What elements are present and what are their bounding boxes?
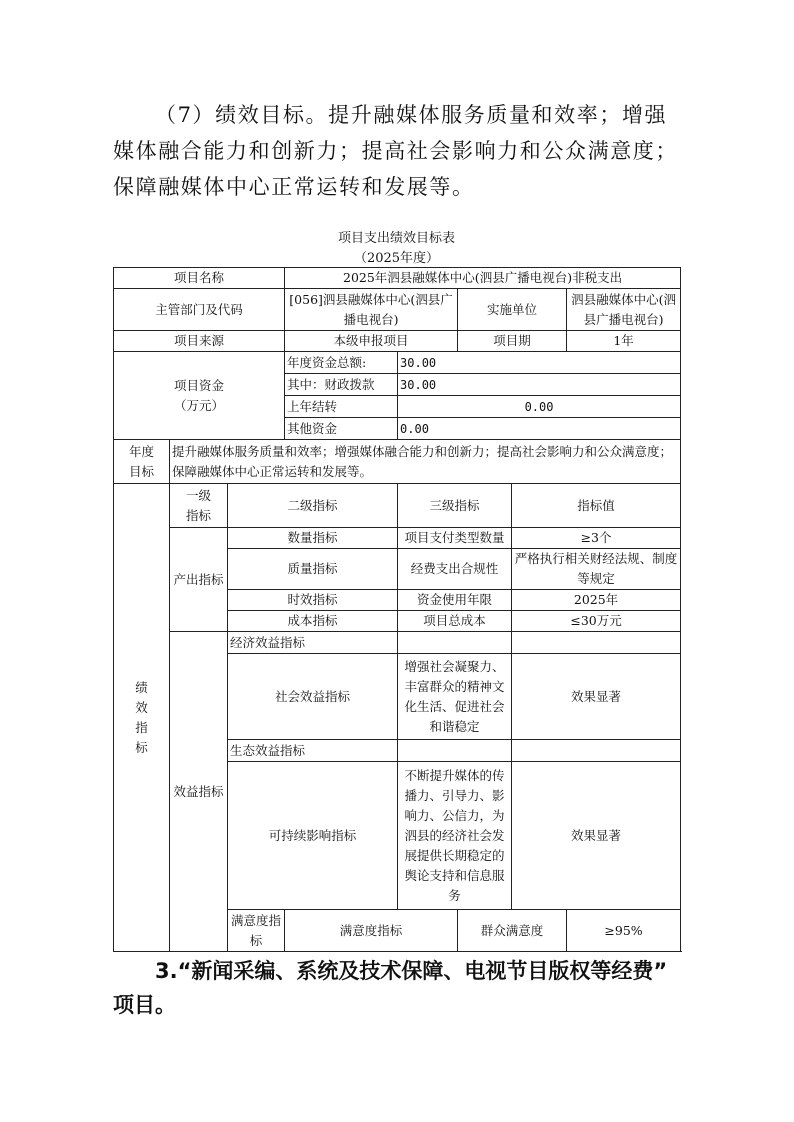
header-level1-line1: 一级	[185, 487, 211, 503]
time-label: 时效指标	[228, 590, 398, 611]
header-level3: 三级指标	[398, 484, 512, 528]
intro-paragraph: （7）绩效目标。提升融媒体服务质量和效率；增强媒体融合能力和创新力；提高社会影响力和公众满意度；保障融媒体中心正常运转和发展等。	[113, 103, 678, 199]
project-name-value: 2025年泗县融媒体中心(泗县广播电视台)非税支出	[285, 268, 681, 289]
annual-goal-label-line1: 年度	[128, 443, 154, 459]
source-value: 本级申报项目	[285, 331, 458, 352]
qty-label: 数量指标	[228, 528, 398, 549]
table-row	[114, 484, 681, 528]
table-title: 项目支出绩效目标表	[337, 231, 455, 246]
quality-l3: 经费支出合规性	[398, 549, 512, 590]
funds-other-label: 其他资金	[285, 418, 398, 440]
next-section-heading: 3.“新闻采编、系统及技术保障、电视节目版权等经费”	[155, 959, 668, 983]
source-label: 项目来源	[114, 331, 285, 352]
table-row	[114, 268, 681, 289]
header-level1	[170, 484, 228, 528]
impl-value: 泗县融媒体中心(泗县广播电视台)	[567, 289, 681, 331]
quality-value: 严格执行相关财经法规、制度等规定	[512, 549, 681, 590]
impl-label: 实施单位	[458, 289, 567, 331]
table-row	[114, 440, 681, 484]
header-level2: 二级指标	[228, 484, 398, 528]
next-section-heading-cont: 项目。	[113, 993, 176, 1017]
funds-label-line1: 项目资金	[174, 377, 225, 393]
qty-l3: 项目支付类型数量	[398, 528, 512, 549]
quality-label: 质量指标	[228, 549, 398, 590]
qty-value: ≥3个	[512, 528, 681, 549]
funds-fiscal-label: 其中：财政拨款	[285, 374, 398, 396]
header-value: 指标值	[512, 484, 681, 528]
funds-label-line2: （万元）	[174, 397, 225, 413]
benefit-indicator-label: 效益指标	[170, 632, 228, 952]
sustain-label: 可持续影响指标	[228, 762, 398, 910]
sustain-l3: 不断提升媒体的传播力、引导力、影响力、公信力，为泗县的经济社会发展提供长期稳定的舆论支持和信息服务	[398, 762, 512, 910]
cost-value: ≤30万元	[512, 611, 681, 632]
annual-goal-label	[114, 440, 170, 484]
satis-l2: 满意度指标	[285, 910, 458, 952]
table-year: （2025年度）	[353, 251, 440, 266]
funds-carry-label: 上年结转	[285, 396, 398, 418]
annual-goal-value: 提升融媒体服务质量和效率；增强媒体融合能力和创新力；提高社会影响力和公众满意度；保障融媒体中心正常运转和发展等。	[170, 440, 681, 484]
perf-char: 标	[135, 739, 148, 755]
satis-value: ≥95%	[567, 910, 681, 952]
header-level1-line2: 指标	[185, 507, 211, 523]
table-row	[114, 352, 681, 374]
dept-value: [056]泗县融媒体中心(泗县广播电视台)	[285, 289, 458, 331]
funds-carry-value: 0.00	[398, 396, 681, 418]
funds-label	[114, 352, 285, 440]
satisfaction-level1-label	[228, 910, 285, 952]
performance-indicator-label	[114, 484, 170, 952]
social-label: 社会效益指标	[228, 654, 398, 740]
satis-l3: 群众满意度	[458, 910, 567, 952]
time-value: 2025年	[512, 590, 681, 611]
funds-fiscal-value: 30.00	[398, 374, 681, 396]
table-row	[114, 331, 681, 352]
social-l3: 增强社会凝聚力、丰富群众的精神文化生活、促进社会和谐稳定	[398, 654, 512, 740]
econ-label: 经济效益指标	[228, 632, 398, 654]
project-name-label: 项目名称	[114, 268, 285, 289]
cost-l3: 项目总成本	[398, 611, 512, 632]
annual-goal-label-line2: 目标	[128, 463, 154, 479]
performance-table	[113, 267, 681, 952]
social-value: 效果显著	[512, 654, 681, 740]
table-row	[114, 289, 681, 331]
funds-other-value: 0.00	[398, 418, 681, 440]
output-indicator-label: 产出指标	[170, 528, 228, 632]
dept-label: 主管部门及代码	[114, 289, 285, 331]
funds-total-value: 30.00	[398, 352, 681, 374]
satis-label-line1: 满意度指	[231, 912, 282, 928]
table-row	[114, 528, 681, 549]
period-value: 1年	[567, 331, 681, 352]
eco-label: 生态效益指标	[228, 740, 398, 762]
time-l3: 资金使用年限	[398, 590, 512, 611]
period-label: 项目期	[458, 331, 567, 352]
funds-total-label: 年度资金总额:	[285, 352, 398, 374]
sustain-value: 效果显著	[512, 762, 681, 910]
perf-char: 绩	[135, 679, 148, 695]
perf-char: 指	[135, 719, 148, 735]
table-row	[114, 632, 681, 654]
satis-label-line2: 标	[249, 932, 263, 948]
cost-label: 成本指标	[228, 611, 398, 632]
perf-char: 效	[135, 699, 148, 715]
